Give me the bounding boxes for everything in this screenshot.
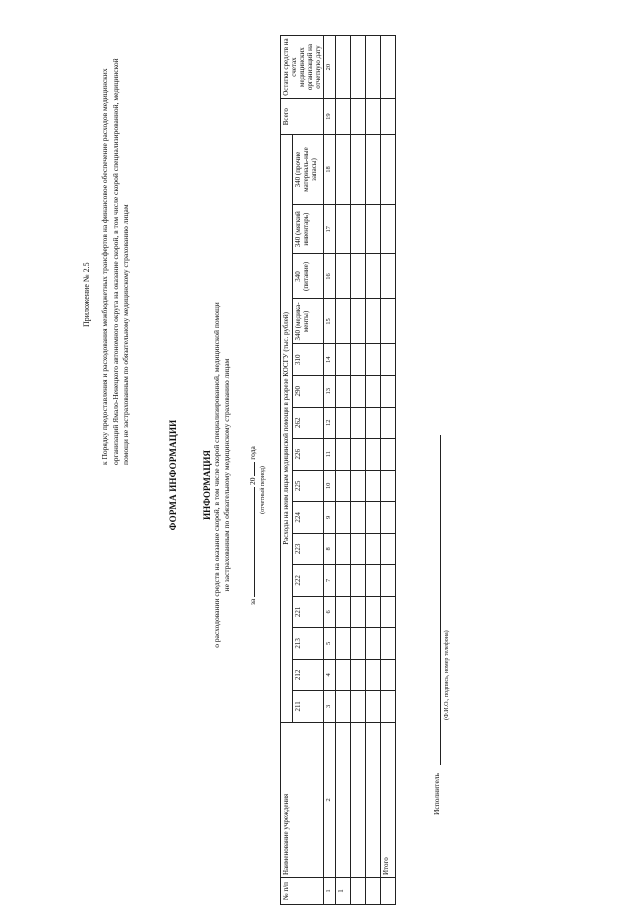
table-cell[interactable] [336, 299, 351, 344]
table-cell[interactable] [336, 533, 351, 565]
column-number: 11 [324, 439, 336, 471]
table-cell[interactable] [381, 99, 396, 135]
table-cell[interactable] [351, 533, 366, 565]
kosgu-header: 340 (медика-менты) [293, 299, 324, 344]
table-cell[interactable] [351, 254, 366, 299]
info-title: ИНФОРМАЦИЯ [202, 450, 212, 520]
table-cell[interactable] [351, 502, 366, 534]
table-cell[interactable] [381, 299, 396, 344]
table-cell[interactable] [381, 204, 396, 254]
appendix-title: Приложение № 2.5 [82, 262, 91, 327]
column-number: 20 [324, 36, 336, 99]
table-cell[interactable] [381, 376, 396, 408]
table-cell[interactable] [381, 470, 396, 502]
table-row [351, 36, 366, 905]
period-year-suffix: года [248, 446, 257, 460]
table-cell[interactable] [381, 135, 396, 205]
column-number: 6 [324, 596, 336, 628]
executor-hint: (Ф.И.О., подпись, номер телефона) [444, 630, 450, 720]
table-cell[interactable] [336, 722, 351, 877]
table-cell[interactable] [381, 533, 396, 565]
table-cell[interactable] [336, 376, 351, 408]
table-cell[interactable] [351, 299, 366, 344]
table-cell[interactable] [351, 691, 366, 723]
kosgu-header: 221 [293, 596, 324, 628]
kosgu-header: 340 (прочие материаль-ные запасы) [293, 135, 324, 205]
table-cell[interactable] [366, 135, 381, 205]
kosgu-header: 223 [293, 533, 324, 565]
table-cell[interactable] [336, 502, 351, 534]
table-cell[interactable] [366, 502, 381, 534]
total-label: Итого [381, 722, 396, 877]
table-cell[interactable] [366, 596, 381, 628]
kosgu-header: 212 [293, 659, 324, 691]
col-npp-header: № п/п [281, 878, 324, 905]
col-remainder-header: Остатки средств на счетах медицинских организаций на отчетную дату [281, 36, 324, 99]
table-cell[interactable] [351, 439, 366, 471]
table-row [366, 36, 381, 905]
table-cell[interactable] [351, 376, 366, 408]
col-total-header: Всего [281, 99, 324, 135]
kosgu-header: 225 [293, 470, 324, 502]
table-cell[interactable] [366, 565, 381, 597]
column-number: 2 [324, 722, 336, 877]
row-number: 1 [336, 878, 351, 905]
executor-signature-line[interactable] [440, 435, 441, 765]
kosgu-group-header: Расходы на неим лицам медицинской помощи в разрезе КОСГУ (тыс. рублей) [281, 135, 293, 723]
form-title: ФОРМА ИНФОРМАЦИИ [168, 419, 178, 531]
table-cell[interactable] [366, 99, 381, 135]
table-cell[interactable] [381, 407, 396, 439]
table-cell[interactable] [336, 691, 351, 723]
table-cell[interactable] [366, 533, 381, 565]
column-number: 3 [324, 691, 336, 723]
table-cell[interactable] [351, 407, 366, 439]
kosgu-header: 340 (питание) [293, 254, 324, 299]
table-cell[interactable] [336, 407, 351, 439]
table-cell[interactable] [366, 204, 381, 254]
column-number: 18 [324, 135, 336, 205]
table-cell[interactable] [336, 596, 351, 628]
table-cell[interactable] [381, 691, 396, 723]
table-cell[interactable] [351, 596, 366, 628]
kosgu-header: 310 [293, 344, 324, 376]
column-number: 17 [324, 204, 336, 254]
table-cell[interactable] [366, 254, 381, 299]
column-number: 10 [324, 470, 336, 502]
info-subtitle-line-2: не застрахованным по обязательному медицинскому страхованию лицам [222, 358, 231, 592]
table-cell[interactable] [366, 299, 381, 344]
table-cell [381, 878, 396, 905]
table-cell [351, 878, 366, 905]
kosgu-header: 262 [293, 407, 324, 439]
column-number: 12 [324, 407, 336, 439]
table-cell[interactable] [336, 99, 351, 135]
table-row [336, 36, 351, 905]
table-cell[interactable] [336, 628, 351, 660]
kosgu-header: 226 [293, 439, 324, 471]
table-cell[interactable] [366, 344, 381, 376]
table-cell[interactable] [351, 204, 366, 254]
kosgu-header: 211 [293, 691, 324, 723]
kosgu-header: 213 [293, 628, 324, 660]
column-number: 4 [324, 659, 336, 691]
table-cell[interactable] [351, 36, 366, 99]
table-cell[interactable] [351, 470, 366, 502]
table-cell[interactable] [351, 628, 366, 660]
period-line [248, 305, 257, 605]
period-blank [254, 487, 255, 597]
column-numbers-row [324, 36, 336, 905]
kosgu-header: 222 [293, 565, 324, 597]
table-cell[interactable] [366, 407, 381, 439]
column-number: 5 [324, 628, 336, 660]
info-subtitle-line-1: о расходовании средств на оказание скорой, в том числе скорой специализированной, медицинской помощи [212, 302, 221, 648]
kosgu-header: 290 [293, 376, 324, 408]
appendix-text: к Порядку предоставления и расходования межбюджетных трансфертов на финансовое обеспечение расходов медицинских организаций Ямало-Ненецкого автономного округа на оказание скорой, в том числе скорой специализированной, медицинской помощи не застрахованным по обязательному медицинскому страхованию лицам [100, 58, 130, 465]
table-cell[interactable] [351, 99, 366, 135]
info-subtitle [212, 175, 232, 775]
table-cell[interactable] [351, 659, 366, 691]
table-cell[interactable] [336, 439, 351, 471]
column-number: 14 [324, 344, 336, 376]
table-cell[interactable] [381, 565, 396, 597]
table-cell[interactable] [336, 254, 351, 299]
table-cell[interactable] [381, 596, 396, 628]
column-number: 13 [324, 376, 336, 408]
table-cell [366, 878, 381, 905]
table-cell[interactable] [336, 36, 351, 99]
table-cell[interactable] [381, 439, 396, 471]
table-cell[interactable] [381, 502, 396, 534]
col-name-header: Наименование учреждения [281, 722, 324, 877]
period-year-prefix: 20 [248, 477, 257, 485]
table-cell[interactable] [366, 628, 381, 660]
table-cell[interactable] [336, 344, 351, 376]
header-row-1 [281, 36, 293, 905]
table-cell[interactable] [351, 344, 366, 376]
table-cell[interactable] [366, 659, 381, 691]
column-number: 7 [324, 565, 336, 597]
total-row [381, 36, 396, 905]
table-cell[interactable] [336, 565, 351, 597]
table-cell[interactable] [366, 470, 381, 502]
table-cell[interactable] [366, 722, 381, 877]
column-number: 8 [324, 533, 336, 565]
table-cell[interactable] [381, 254, 396, 299]
table-cell[interactable] [366, 439, 381, 471]
table-cell[interactable] [381, 344, 396, 376]
table-cell[interactable] [336, 659, 351, 691]
table-cell[interactable] [366, 376, 381, 408]
executor-label: Исполнитель [432, 773, 441, 815]
column-number: 1 [324, 878, 336, 905]
table-cell[interactable] [366, 691, 381, 723]
table-cell[interactable] [381, 659, 396, 691]
kosgu-header: 340 (мягкий инвентарь) [293, 204, 324, 254]
table-cell[interactable] [381, 36, 396, 99]
table-cell[interactable] [351, 565, 366, 597]
column-number: 19 [324, 99, 336, 135]
table-cell[interactable] [336, 204, 351, 254]
column-number: 16 [324, 254, 336, 299]
table-cell[interactable] [381, 628, 396, 660]
table-cell[interactable] [336, 470, 351, 502]
period-hint: (отчетный период) [260, 466, 266, 514]
period-prefix: за [248, 598, 257, 605]
table-cell[interactable] [366, 36, 381, 99]
year-blank [254, 462, 255, 476]
table-cell[interactable] [351, 135, 366, 205]
kosgu-header: 224 [293, 502, 324, 534]
column-number: 15 [324, 299, 336, 344]
table-cell[interactable] [351, 722, 366, 877]
report-table [280, 35, 396, 905]
column-number: 9 [324, 502, 336, 534]
table-cell[interactable] [336, 135, 351, 205]
